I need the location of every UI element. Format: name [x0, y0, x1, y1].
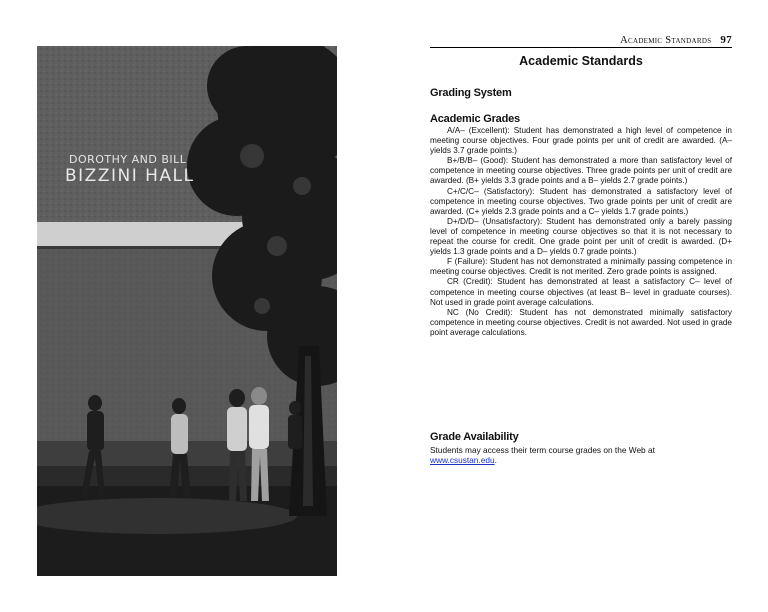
availability-sentence: Students may access their term course grades on the Web at — [430, 445, 655, 455]
paragraph: A/A– (Excellent): Student has demonstrated a high level of competence in meeting course objectives. Four grade points per unit of credit are awarded. (A– yields 3.7 grade points.) — [430, 126, 732, 156]
section-heading: Grading System — [430, 87, 512, 99]
availability-period: . — [494, 455, 497, 466]
running-head-section: Academic Standards — [620, 35, 712, 46]
paragraph: NC (No Credit): Student has not demonstrated minimally satisfactory competence in meeting course objectives. Credit is not awarded. Not used in grade point average calculations. — [430, 307, 732, 337]
grades-body — [430, 126, 732, 338]
paragraph: B+/B/B– (Good): Student has demonstrated a more than satisfactory level of competence in meeting course objectives. Three grade points per unit of credit are awarded. (B+ yields 3.3 grade points and a B– yields 2.7 grade points.) — [430, 156, 732, 186]
running-head — [430, 34, 732, 46]
building-sign-line1: DOROTHY AND BILL — [69, 153, 187, 166]
paragraph: D+/D/D– (Unsatisfactory): Student has demonstrated only a barely passing level of competence in meeting course objectives so that it is not necessary to repeat the course for credit. One grade point per unit of credit is awarded. (D+ yields 1.3 grade points and a D– yields 0.7 grade points.) — [430, 216, 732, 257]
building-sign-line2: BIZZINI HALL — [65, 166, 195, 186]
photo-illustration — [37, 46, 337, 576]
page-number: 97 — [720, 34, 732, 46]
subsection-heading: Academic Grades — [430, 113, 520, 125]
availability-heading: Grade Availability — [430, 431, 519, 443]
header-rule — [430, 47, 732, 48]
campus-photo — [37, 46, 337, 576]
page-title: Academic Standards — [519, 54, 643, 68]
paragraph: CR (Credit): Student has demonstrated at least a satisfactory C– level of competence in meeting course objectives (at least B– level in graduate courses). Not used in grade point average calculations. — [430, 277, 732, 307]
website-link[interactable]: www.csustan.edu — [430, 455, 495, 466]
availability-text — [430, 445, 732, 465]
paragraph: C+/C/C– (Satisfactory): Student has demonstrated a satisfactory level of competence in meeting course objectives. Two grade points per unit of credit are awarded. (C+ yields 2.3 grade points and a C– yields 1.7 grade points.) — [430, 186, 732, 216]
paragraph: F (Failure): Student has not demonstrated a minimally passing competence in meeting course objectives. Credit is not merited. Zero grade points is assigned. — [430, 257, 732, 277]
